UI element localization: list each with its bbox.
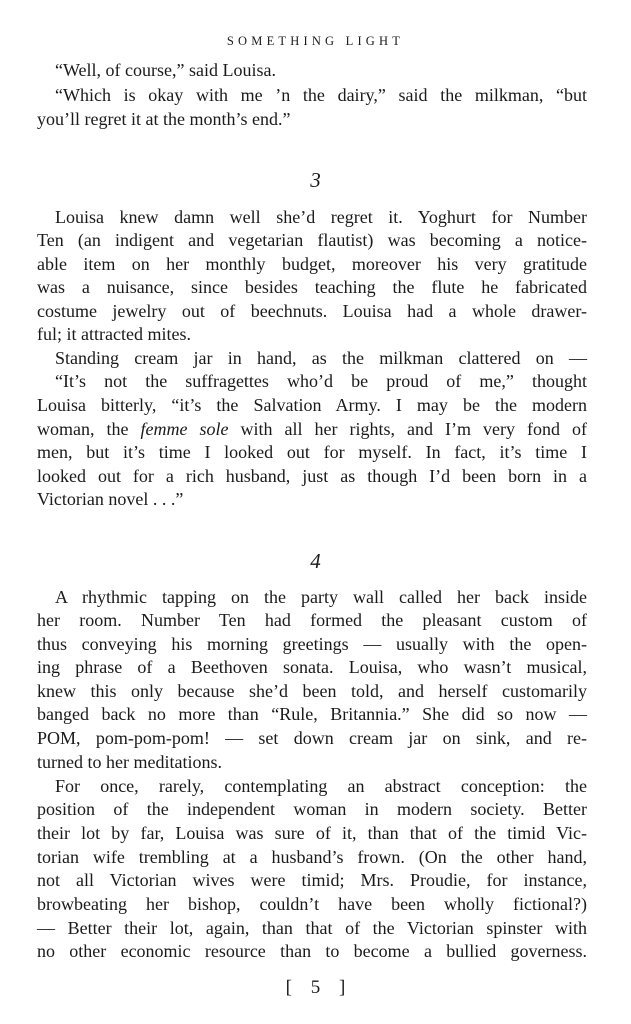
italic-phrase: femme sole (140, 419, 229, 439)
text-line: Ten (an indigent and vegetarian flautist) was becoming a notice- (37, 230, 587, 250)
text-line: — Better their lot, again, than that of the Victorian spinster with (37, 918, 587, 938)
text-line: ing phrase of a Beethoven sonata. Louisa, who wasn’t musical, (37, 657, 587, 677)
text-line: able item on her monthly budget, moreover his very gratitude (37, 254, 587, 274)
section-number: 3 (310, 168, 321, 192)
text-line: banged back no more than “Rule, Britannia.” She did so now — (37, 704, 587, 724)
text-line: not all Victorian wives were timid; Mrs. Proudie, for instance, (37, 870, 587, 890)
text-line: position of the independent woman in modern society. Better (37, 799, 587, 819)
text-line: turned to her meditations. (37, 752, 222, 772)
text-line: Louisa knew damn well she’d regret it. Yoghurt for Number (55, 207, 587, 227)
text-line (37, 418, 587, 440)
text-line: their lot by far, Louisa was sure of it, than that of the timid Vic- (37, 823, 587, 843)
text-line: Victorian novel . . .” (37, 489, 184, 509)
text-line: thus conveying his morning greetings — usually with the open- (37, 634, 587, 654)
text-line: men, but it’s time I looked out for myself. In fact, it’s time I (37, 442, 587, 462)
text-line: “It’s not the suffragettes who’d be proud of me,” thought (55, 371, 587, 391)
section-number: 4 (310, 549, 321, 573)
text-line: knew this only because she’d been told, and herself customarily (37, 681, 587, 701)
text-line: was a nuisance, since besides teaching the flute he fabricated (37, 277, 587, 297)
text-line: torian wife trembling at a husband’s frown. (On the other hand, (37, 847, 587, 867)
text-line: Standing cream jar in hand, as the milkman clattered on — (55, 348, 587, 368)
text-line: Louisa bitterly, “it’s the Salvation Army. I may be the modern (37, 395, 587, 415)
text-line: you’ll regret it at the month’s end.” (37, 109, 291, 129)
text-line: browbeating her bishop, couldn’t have been wholly fictional?) (37, 894, 587, 914)
text-line: POM, pom-pom-pom! — set down cream jar on sink, and re- (37, 728, 587, 748)
running-head: SOMETHING LIGHT (226, 34, 405, 48)
text-line: “Which is okay with me ’n the dairy,” said the milkman, “but (55, 85, 587, 105)
text-line: her room. Number Ten had formed the pleasant custom of (37, 610, 587, 630)
page-number: [ 5 ] (285, 977, 346, 998)
text-line: costume jewelry out of beechnuts. Louisa had a whole drawer- (37, 301, 587, 321)
text-line: A rhythmic tapping on the party wall called her back inside (55, 587, 587, 607)
text-line: For once, rarely, contemplating an abstract conception: the (55, 776, 587, 796)
text-span: woman, the (37, 419, 141, 439)
text-line: looked out for a rich husband, just as though I’d been born in a (37, 466, 587, 486)
text-line: ful; it attracted mites. (37, 324, 191, 344)
text-line: “Well, of course,” said Louisa. (55, 60, 276, 80)
text-line: no other economic resource than to become a bullied governess. (37, 941, 587, 961)
text-span: with all her rights, and I’m very fond of (228, 419, 587, 439)
